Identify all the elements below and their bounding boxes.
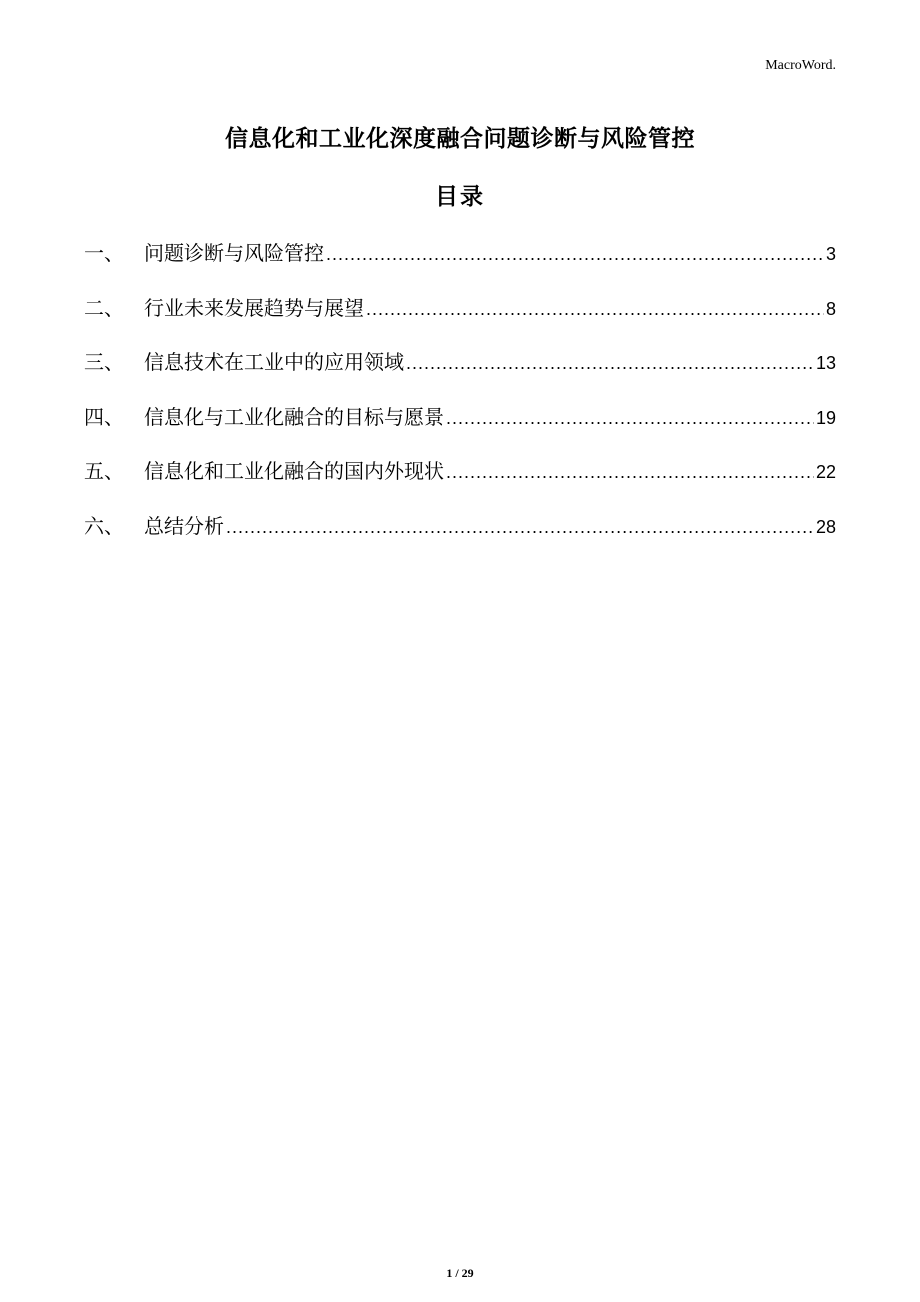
toc-entry-page: 22	[815, 462, 836, 483]
toc-entry[interactable]	[84, 455, 836, 483]
toc-entry-number: 一、	[84, 241, 124, 265]
toc-heading: 目录	[435, 184, 485, 210]
toc-entry[interactable]	[84, 510, 836, 538]
toc-dot-leader	[446, 408, 814, 429]
page-indicator: 1 / 29	[446, 1266, 474, 1280]
toc-entry-title: 问题诊断与风险管控	[144, 241, 324, 265]
toc-entry-number: 三、	[84, 350, 124, 375]
toc-entry-number: 五、	[84, 459, 124, 484]
toc-entry-page: 19	[815, 407, 836, 428]
toc-entry[interactable]	[84, 401, 836, 429]
toc-entry-title: 信息化和工业化融合的国内外现状	[144, 459, 444, 484]
toc-entry-number: 六、	[84, 513, 124, 538]
toc-entry-title: 行业未来发展趋势与展望	[144, 295, 364, 320]
toc-entry-page: 13	[815, 353, 836, 374]
toc-entry-page: 28	[815, 516, 836, 537]
toc-dot-leader	[446, 462, 814, 483]
toc-dot-leader	[226, 517, 814, 538]
toc-dot-leader	[406, 353, 814, 374]
toc-entry-title: 总结分析	[144, 513, 224, 538]
toc-entry[interactable]	[84, 346, 836, 374]
toc-entry-number: 四、	[84, 404, 124, 429]
toc-entry[interactable]	[84, 292, 836, 320]
toc-dot-leader	[326, 244, 824, 265]
toc-entry-title: 信息化与工业化融合的目标与愿景	[144, 404, 444, 429]
document-title: 信息化和工业化深度融合问题诊断与风险管控	[225, 126, 695, 152]
header-brand: MacroWord.	[765, 58, 836, 73]
toc-dot-leader	[366, 299, 824, 320]
toc-entry-page: 3	[825, 244, 836, 264]
toc-entry[interactable]	[84, 237, 836, 265]
table-of-contents	[84, 237, 836, 565]
toc-entry-number: 二、	[84, 295, 124, 320]
toc-entry-title: 信息技术在工业中的应用领域	[144, 350, 404, 375]
toc-entry-page: 8	[825, 298, 836, 319]
